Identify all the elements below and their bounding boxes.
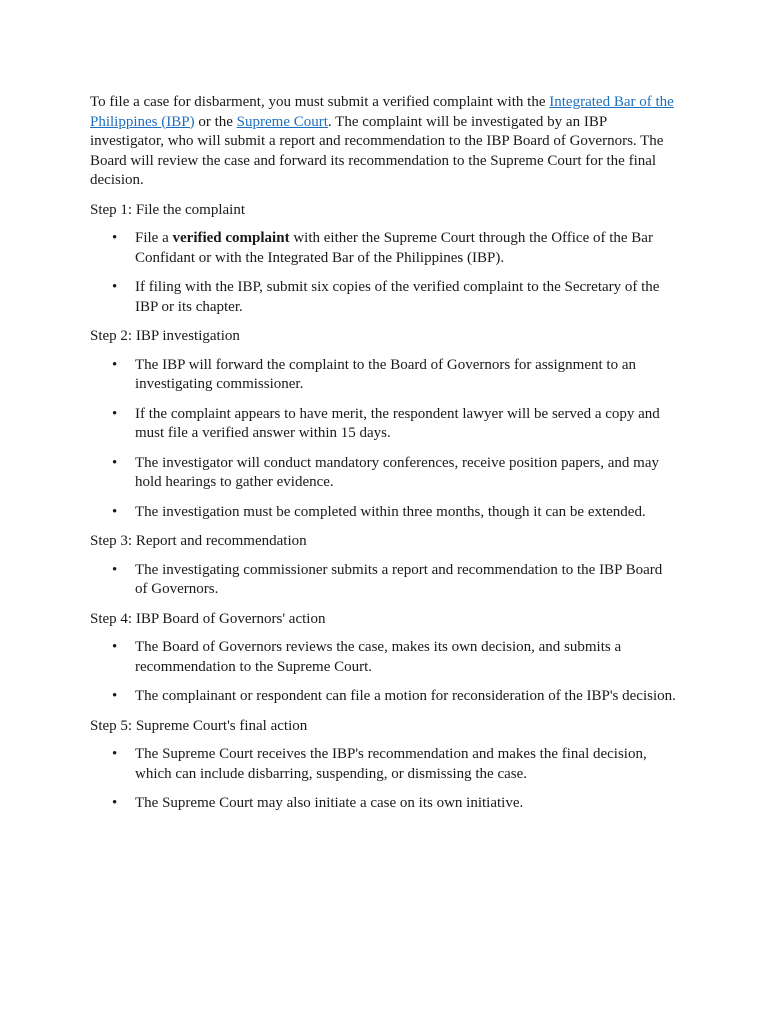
step1-item1-pre: File a [135, 230, 173, 246]
step4-heading: Step 4: IBP Board of Governors' action [90, 610, 326, 627]
bullet-icon: • [112, 405, 118, 422]
step1-item2: If filing with the IBP, submit six copies of the verified complaint to the Secretary of the IBP or its chapter. [135, 279, 660, 315]
intro-text-3: . The complaint will be investigated by an IBP investigator, who will submit a report and recommendation to the IBP Board of Governors. The Board will review the case and forward its recommendation to the Supreme Court for the final decision. [90, 113, 664, 188]
list-item [90, 794, 678, 814]
step3-heading: Step 3: Report and recommendation [90, 533, 307, 549]
intro-text-1: To file a case for disbarment, you must submit a verified complaint with the [90, 94, 550, 110]
bullet-icon: • [112, 230, 118, 246]
list-item [90, 356, 678, 395]
step3-item1: The investigating commissioner submits a report and recommendation to the IBP Board of Governors. [135, 561, 663, 597]
list-item [90, 278, 678, 317]
step2-heading: Step 2: IBP investigation [90, 328, 240, 344]
step5-item1: The Supreme Court receives the IBP's recommendation and makes the final decision, which can include disbarring, suspending, or dismissing the case. [135, 746, 647, 782]
list-item [90, 405, 678, 444]
list-item [90, 638, 678, 677]
bullet-icon: • [112, 639, 118, 655]
step2-item4: The investigation must be completed within three months, though it can be extended. [135, 503, 646, 520]
step2-item2: If the complaint appears to have merit, the respondent lawyer will be served a copy and must file a verified answer within 15 days. [135, 405, 660, 441]
step5-list [90, 745, 678, 814]
verified-complaint-bold: verified complaint [172, 230, 290, 246]
bullet-icon: • [112, 746, 118, 762]
step1-item1-post: with either the Supreme Court through the Office of the Bar Confidant or with the Integrated Bar of the Philippines (IBP). [135, 230, 653, 266]
intro-paragraph [90, 93, 678, 191]
bullet-icon: • [112, 503, 118, 520]
list-item [90, 454, 678, 493]
list-item [90, 745, 678, 784]
step2-list [90, 356, 678, 523]
step4-list [90, 638, 678, 707]
step2-item1: The IBP will forward the complaint to the Board of Governors for assignment to an investigating commissioner. [135, 356, 636, 392]
ibp-link[interactable]: Integrated Bar of the Philippines (IBP) [90, 94, 674, 130]
bullet-icon: • [112, 688, 118, 704]
step2-item3: The investigator will conduct mandatory conferences, receive position papers, and may hold hearings to gather evidence. [135, 454, 659, 490]
step5-heading: Step 5: Supreme Court's final action [90, 717, 308, 734]
step4-item2: The complainant or respondent can file a motion for reconsideration of the IBP's decision. [135, 688, 676, 704]
bullet-icon: • [112, 279, 118, 295]
supreme-court-link[interactable]: Supreme Court [236, 113, 328, 130]
bullet-icon: • [112, 454, 118, 471]
bullet-icon: • [112, 356, 118, 373]
step4-item1: The Board of Governors reviews the case, makes its own decision, and submits a recommendation to the Supreme Court. [135, 639, 622, 675]
list-item [90, 687, 678, 707]
step5-item2: The Supreme Court may also initiate a case on its own initiative. [135, 795, 524, 811]
step1-list [90, 229, 678, 317]
bullet-icon: • [112, 795, 118, 811]
list-item [90, 229, 678, 268]
intro-text-2: or the [194, 113, 237, 130]
step1-heading: Step 1: File the complaint [90, 201, 245, 218]
bullet-icon: • [112, 561, 118, 578]
list-item [90, 561, 678, 600]
step3-list [90, 561, 678, 600]
list-item [90, 503, 678, 523]
